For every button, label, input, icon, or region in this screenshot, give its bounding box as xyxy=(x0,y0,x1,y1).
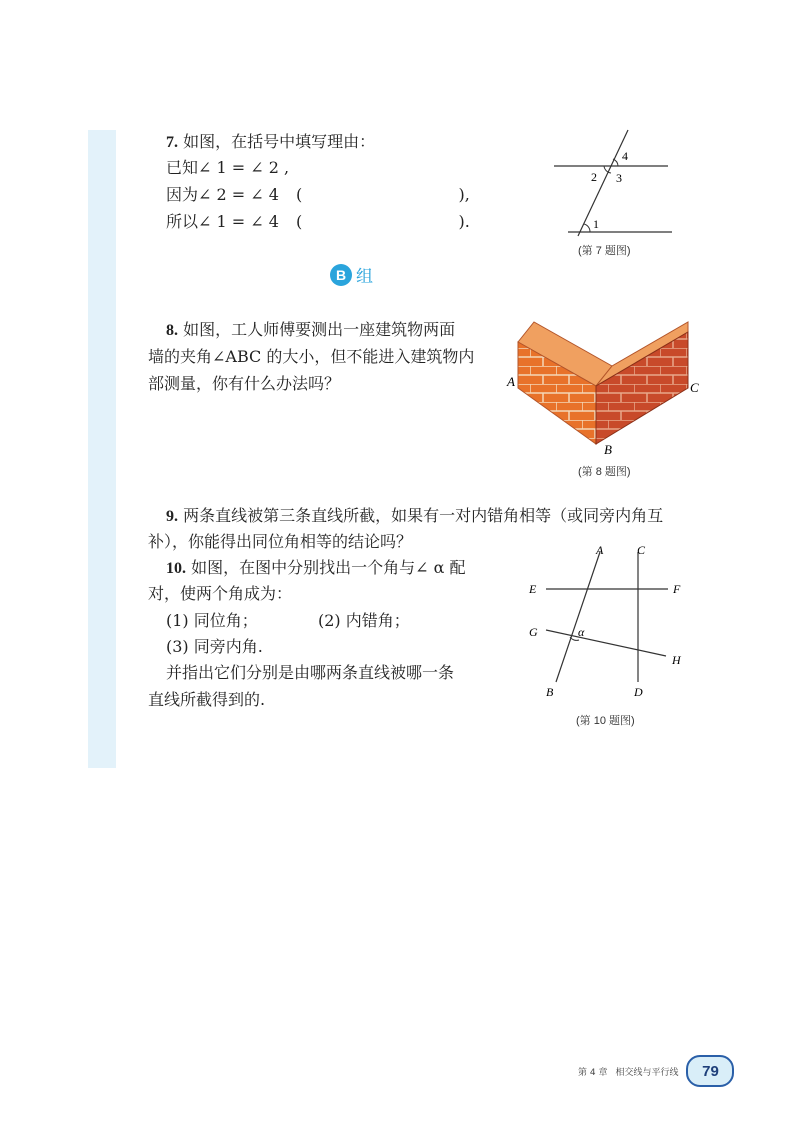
q7-caption: (第 7 题图) xyxy=(578,245,631,257)
page-number: 79 xyxy=(686,1055,734,1087)
q10-line4: 直线所截得到的. xyxy=(148,690,266,709)
group-b-text: 组 xyxy=(356,267,373,287)
q10-line-AB xyxy=(556,552,600,682)
group-b-badge: B xyxy=(330,264,352,286)
q10-label-C: C xyxy=(637,543,646,557)
q7-line3-prefix: 所以∠ 1 = ∠ 4 xyxy=(166,212,279,231)
q7-arc-1 xyxy=(584,224,590,232)
footer-title: 相交线与平行线 xyxy=(615,1067,679,1078)
q8-caption: (第 8 题图) xyxy=(578,466,631,478)
q7-label-4: 4 xyxy=(622,149,628,163)
q10-line1-text: 如图，在图中分别找出一个角与∠ α 配 xyxy=(191,558,466,577)
q8-line1 xyxy=(166,319,455,342)
footer-chapter: 第 4 章 xyxy=(578,1067,608,1078)
q10-label-F: F xyxy=(673,582,681,596)
q7-line2-open: ( xyxy=(296,185,303,204)
q7-stem-text: 如图，在括号中填写理由： xyxy=(183,132,376,151)
q10-label-B: B xyxy=(546,685,554,699)
q7-line3 xyxy=(166,211,470,233)
q10-figure xyxy=(522,538,692,703)
q8-line2: 墙的夹角∠ABC 的大小，但不能进入建筑物内 xyxy=(148,347,475,366)
q7-line2-prefix: 因为∠ 2 = ∠ 4 xyxy=(166,185,279,204)
q10-line1 xyxy=(166,557,465,580)
q10-line-GH xyxy=(546,630,666,656)
q7-label-2: 2 xyxy=(591,170,597,184)
q7-line3-open: ( xyxy=(296,212,303,231)
q8-number: 8. xyxy=(166,322,178,339)
q10-number: 10. xyxy=(166,560,186,577)
q10-label-alpha: α xyxy=(578,625,585,639)
q9-line1 xyxy=(166,505,663,528)
q8-label-B: B xyxy=(604,442,612,457)
q10-caption: (第 10 题图) xyxy=(576,715,635,727)
q10-opt1: (1) 同位角； xyxy=(166,611,258,630)
q10-label-D: D xyxy=(634,685,643,699)
q9-line2: 补），你能得出同位角相等的结论吗？ xyxy=(148,532,413,551)
q8-label-A: A xyxy=(507,374,515,389)
q7-label-3: 3 xyxy=(616,171,622,185)
q7-figure xyxy=(548,124,678,240)
q7-stem xyxy=(166,131,375,154)
page-footer xyxy=(578,1055,734,1087)
q8-line1-text: 如图，工人师傅要测出一座建筑物两面 xyxy=(183,320,456,339)
q8-line3: 部测量，你有什么办法吗？ xyxy=(148,374,341,393)
q9-line1-text: 两条直线被第三条直线所截，如果有一对内错角相等（或同旁内角互 xyxy=(183,506,664,525)
q8-label-C: C xyxy=(690,380,699,395)
q10-line2: 对，使两个角成为： xyxy=(148,584,293,603)
margin-bar xyxy=(88,130,116,768)
q10-line3: 并指出它们分别是由哪两条直线被哪一条 xyxy=(166,663,455,682)
q10-label-H: H xyxy=(672,653,681,667)
q10-opt3: (3) 同旁内角. xyxy=(166,637,263,656)
q10-label-G: G xyxy=(529,625,538,639)
group-b-heading xyxy=(330,262,373,287)
q10-opt2: (2) 内错角； xyxy=(318,611,410,630)
q7-line2 xyxy=(166,184,470,206)
q8-figure xyxy=(504,312,704,462)
q10-label-E: E xyxy=(529,582,537,596)
q7-number: 7. xyxy=(166,134,178,151)
q9-number: 9. xyxy=(166,508,178,525)
q7-line1: 已知∠ 1 = ∠ 2 , xyxy=(166,158,290,177)
q7-line3-close: ). xyxy=(458,212,470,231)
q7-label-1: 1 xyxy=(593,217,599,231)
q10-label-A: A xyxy=(596,543,604,557)
q7-line2-close: ), xyxy=(458,185,470,204)
